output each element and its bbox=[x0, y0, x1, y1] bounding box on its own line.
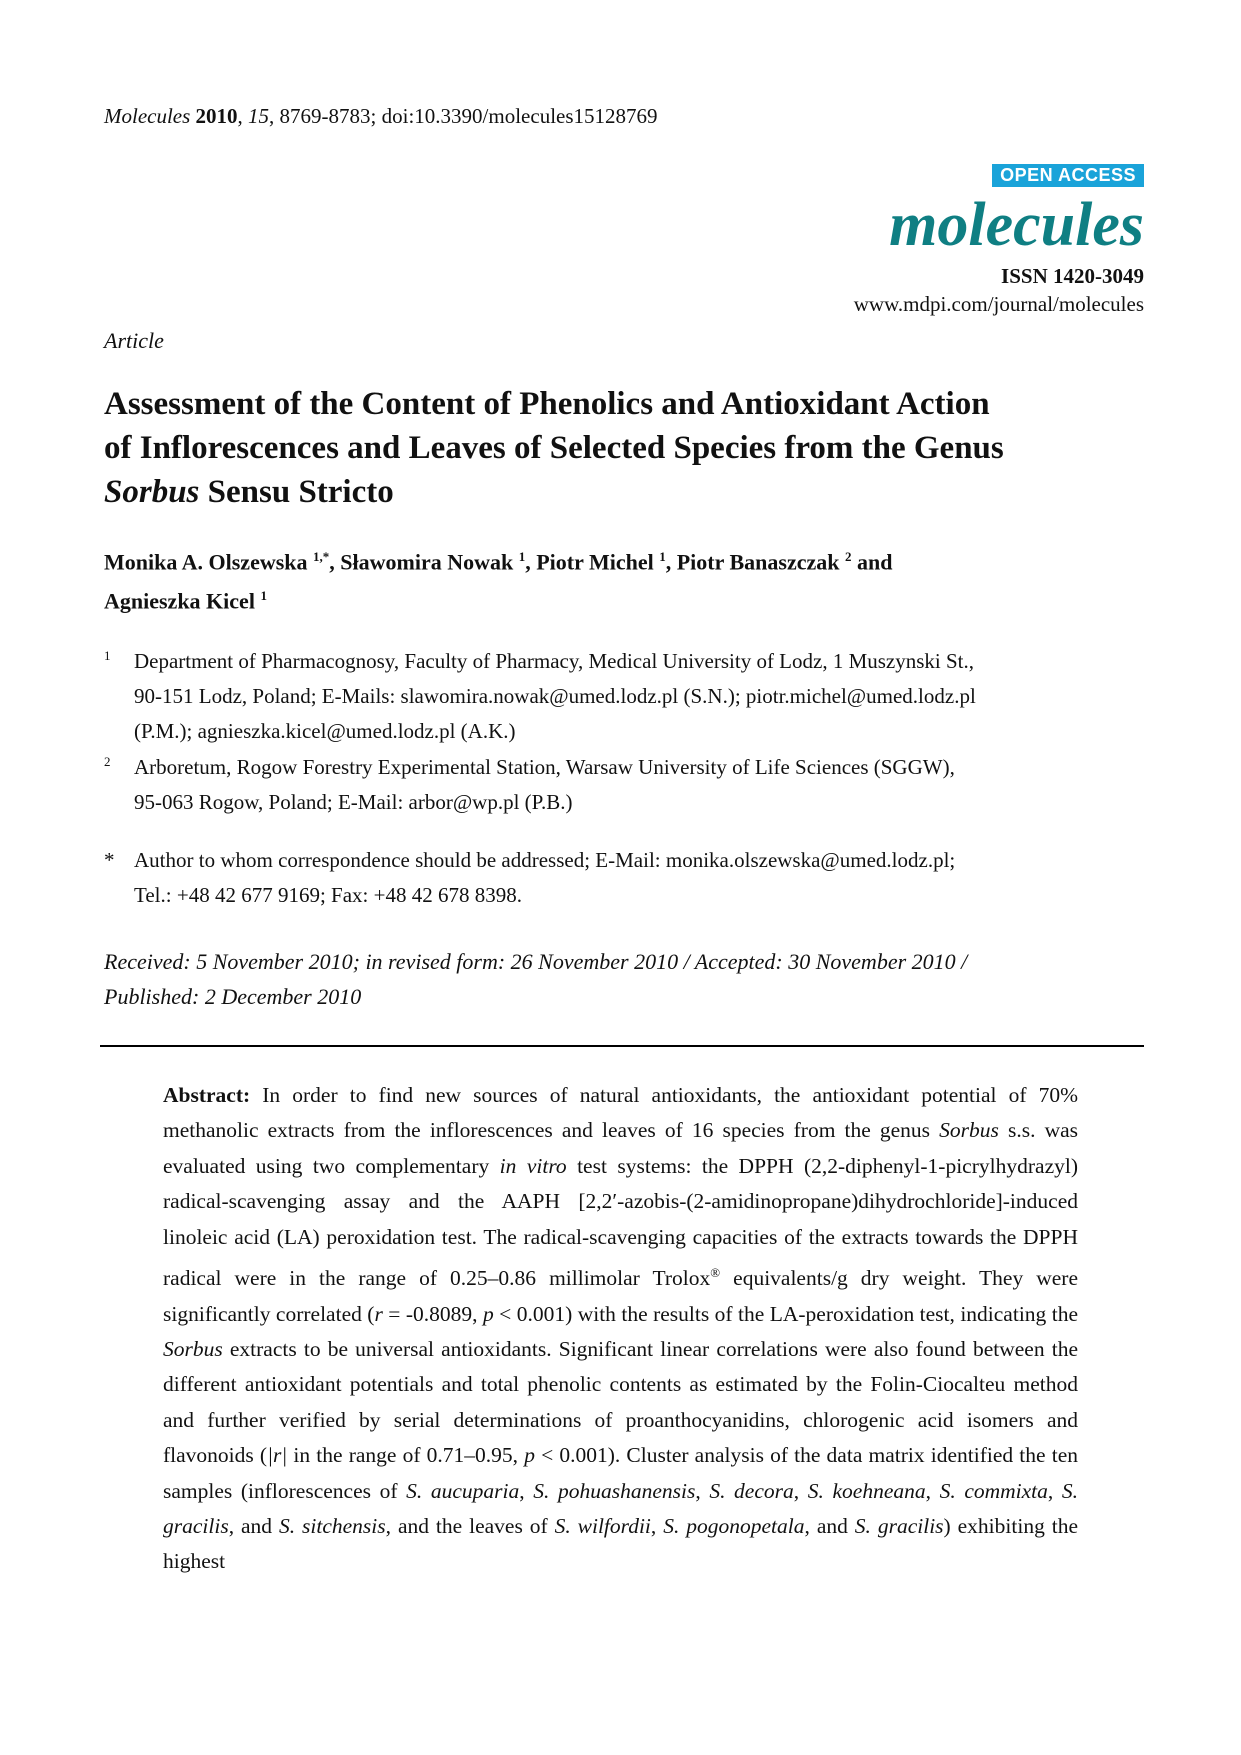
abstract-italic: S. sitchensis bbox=[278, 1514, 386, 1539]
article-type: Article bbox=[104, 328, 164, 353]
journal-year: 2010 bbox=[195, 104, 238, 128]
author-line-2 bbox=[104, 579, 1144, 618]
abstract-text: extracts to be universal antioxidants. Significant linear correlations were also found between the different antioxidant potentials and total phenolic contents as estimated by the Folin-Ciocalteu method and further verified by serial determinations of proanthocyanidins, chlorogenic acid isomers and flavonoids ( bbox=[163, 1337, 1078, 1468]
dates-line-1: Received: 5 November 2010; in revised form: 26 November 2010 / Accepted: 30 November 2010 / bbox=[104, 949, 968, 974]
affiliation-mark: 2 bbox=[104, 754, 111, 769]
author: Monika A. Olszewska bbox=[104, 549, 314, 575]
open-access-badge: OPEN ACCESS bbox=[992, 164, 1144, 187]
issn: ISSN 1420-3049 bbox=[1001, 264, 1144, 288]
author: , Sławomira Nowak bbox=[329, 549, 519, 575]
author-affil-sup: 2 bbox=[844, 549, 852, 564]
paper-title bbox=[104, 382, 1144, 514]
abstract bbox=[163, 1078, 1078, 1580]
divider bbox=[100, 1045, 1144, 1047]
abstract-italic: S. pogonopetala bbox=[663, 1514, 805, 1539]
affiliation-line: Arboretum, Rogow Forestry Experimental Station, Warsaw University of Life Sciences (SGGW), bbox=[134, 755, 955, 779]
author-affil-sup: 1 bbox=[659, 549, 666, 564]
author-affil-sup: 1,* bbox=[313, 549, 330, 564]
abstract-text: test systems: the DPPH (2,2-diphenyl-1-picrylhydrazyl) radical-scavenging assay and the AAPH [2,2′-azobis-(2-amidinopropane)dihydrochloride]-induced linoleic acid (LA) peroxidation test. The radical-scavenging capacities of the extracts towards the DPPH radical were in the range of 0.25–0.86 millimolar Trolox bbox=[163, 1153, 1078, 1291]
abstract-italic: r bbox=[374, 1301, 383, 1326]
abstract-italic: S. koehneana bbox=[807, 1478, 926, 1503]
abstract-text: ) exhibiting the highest bbox=[163, 1514, 1079, 1574]
correspondence-mark: * bbox=[104, 848, 115, 872]
dates-line-2: Published: 2 December 2010 bbox=[104, 984, 362, 1009]
abstract-text: , bbox=[925, 1478, 940, 1503]
affiliation-2 bbox=[104, 750, 1144, 820]
journal-url[interactable]: www.mdpi.com/journal/molecules bbox=[853, 292, 1144, 316]
author-list bbox=[104, 540, 1144, 619]
author-affil-sup: 1 bbox=[260, 588, 267, 604]
abstract-text: , and the leaves of bbox=[385, 1514, 555, 1539]
affiliation-mark: 1 bbox=[104, 648, 111, 663]
abstract-text: in the range of 0.71–0.95, bbox=[287, 1443, 525, 1468]
abstract-text: < 0.001). Cluster analysis of the data matrix identified the ten samples (inflorescences of bbox=[163, 1443, 1078, 1503]
abstract-italic: S. gracilis bbox=[163, 1478, 1079, 1539]
journal-citation: Molecules 2010, 15, 8769-8783; doi:10.3390/molecules15128769 bbox=[104, 104, 658, 128]
abstract-text: , bbox=[695, 1478, 710, 1503]
author: Agnieszka Kicel bbox=[104, 588, 261, 614]
abstract-text: equivalents/g dry weight. They were significantly correlated ( bbox=[163, 1266, 1078, 1326]
affiliation-1 bbox=[104, 644, 1144, 749]
abstract-text: s.s. was evaluated using two complementary bbox=[163, 1118, 1079, 1178]
abstract-italic: S. commixta bbox=[939, 1478, 1048, 1503]
abstract-italic: S. gracilis bbox=[854, 1514, 944, 1539]
affiliation-line: 90-151 Lodz, Poland; E-Mails: slawomira.nowak@umed.lodz.pl (S.N.); piotr.michel@umed.lodz.pl bbox=[134, 684, 976, 708]
abstract-text: = -0.8089, bbox=[382, 1301, 483, 1326]
affiliation-line: (P.M.); agnieszka.kicel@umed.lodz.pl (A.K.) bbox=[134, 719, 516, 743]
abstract-text: , bbox=[650, 1514, 664, 1539]
abstract-italic: S. aucuparia bbox=[406, 1478, 520, 1503]
abstract-text: < 0.001) with the results of the LA-peroxidation test, indicating the bbox=[493, 1301, 1079, 1326]
abstract-italic: S. decora bbox=[709, 1478, 794, 1503]
abstract-text: , and bbox=[228, 1514, 279, 1539]
journal-volume: 15 bbox=[248, 104, 270, 128]
author-line-1 bbox=[104, 540, 1144, 579]
title-line-1: Assessment of the Content of Phenolics and Antioxidant Action bbox=[104, 386, 990, 422]
title-line-3 bbox=[104, 470, 1144, 514]
abstract-italic: Sorbus bbox=[939, 1118, 999, 1143]
abstract-italic: p bbox=[482, 1301, 494, 1326]
affiliation-line: Department of Pharmacognosy, Faculty of Pharmacy, Medical University of Lodz, 1 Muszynski St., bbox=[134, 649, 975, 673]
affiliation-line: 95-063 Rogow, Poland; E-Mail: arbor@wp.pl (P.B.) bbox=[134, 790, 573, 814]
author-affil-sup: 1 bbox=[518, 549, 526, 564]
abstract-italic: Sorbus bbox=[163, 1337, 223, 1361]
abstract-italic: in vitro bbox=[499, 1153, 567, 1178]
correspondence-line: Author to whom correspondence should be addressed; E-Mail: monika.olszewska@umed.lodz.pl; bbox=[134, 848, 956, 872]
journal-name: Molecules bbox=[104, 104, 191, 128]
journal-logo: molecules bbox=[889, 191, 1144, 259]
abstract-italic: |r| bbox=[267, 1443, 288, 1468]
abstract-text: , bbox=[1047, 1478, 1062, 1503]
correspondence bbox=[104, 843, 1144, 913]
author: , Piotr Banaszczak bbox=[665, 549, 845, 575]
abstract-label: Abstract: bbox=[163, 1083, 251, 1107]
title-line-3-rest: Sensu Stricto bbox=[199, 474, 394, 510]
abstract-text: In order to find new sources of natural antioxidants, the antioxidant potential of 70% methanolic extracts from the inflorescences and leaves of 16 species from the genus bbox=[163, 1083, 1078, 1143]
citation-rest: , 8769-8783; doi:10.3390/molecules15128769 bbox=[269, 104, 658, 128]
title-line-2: of Inflorescences and Leaves of Selected Species from the Genus bbox=[104, 430, 1004, 466]
author: , Piotr Michel bbox=[525, 549, 660, 575]
registered-mark: ® bbox=[710, 1265, 721, 1281]
abstract-italic: S. pohuashanensis bbox=[533, 1478, 696, 1503]
abstract-italic: S. wilfordii bbox=[554, 1514, 651, 1539]
abstract-text: , bbox=[793, 1478, 808, 1503]
publication-dates bbox=[104, 944, 1144, 1014]
author-and: and bbox=[851, 549, 893, 575]
abstract-text: , and bbox=[804, 1514, 855, 1539]
title-genus: Sorbus bbox=[104, 474, 200, 510]
abstract-italic: p bbox=[524, 1443, 535, 1468]
correspondence-line: Tel.: +48 42 677 9169; Fax: +48 42 678 8398. bbox=[134, 883, 522, 907]
abstract-text: , bbox=[519, 1478, 534, 1503]
